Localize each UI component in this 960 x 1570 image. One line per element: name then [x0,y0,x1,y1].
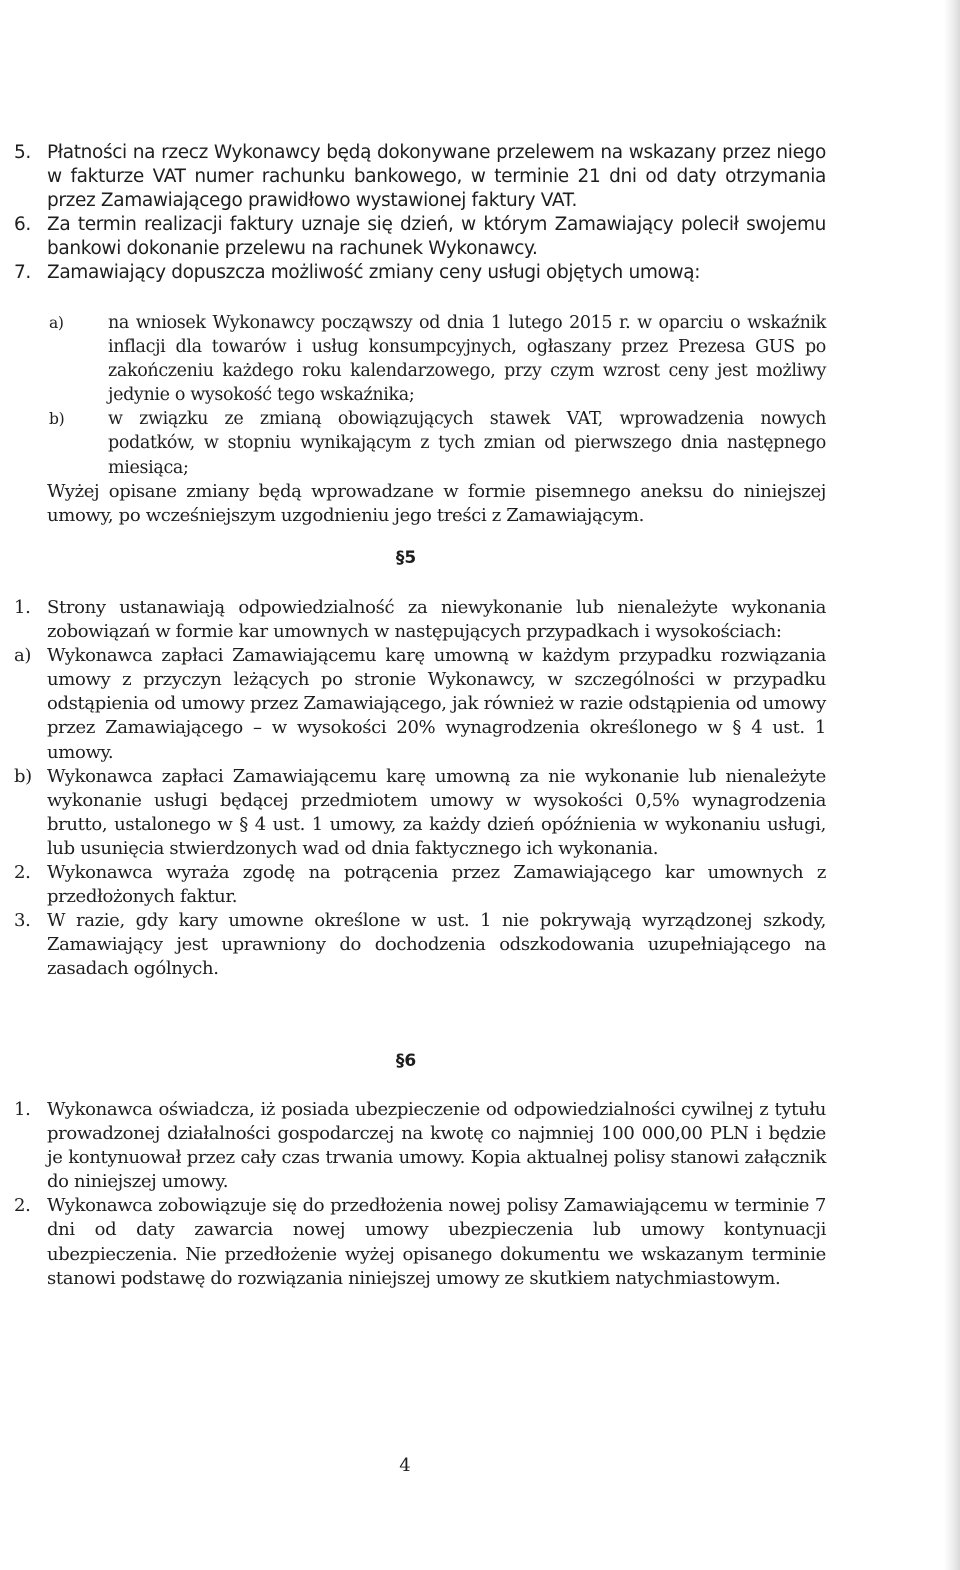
paragraph-5 [14,141,826,213]
paragraph-number: 1. [14,1099,31,1120]
paragraph-text: W razie, gdy kary umowne określone w ust. 1 nie pokrywają wyrządzonej szkody, Zamawiający jest uprawniony do dochodzenia odszkodowania uzupełniającego na zasadach ogólnych. [47,910,826,980]
paragraph-number: 7. [14,261,31,283]
paragraph-text: Wykonawca oświadcza, iż posiada ubezpieczenie od odpowiedzialności cywilnej z tytułu prowadzonej działalności gospodarczej na kwotę co najmniej 100 000,00 PLN i będzie je kontynuował przez cały czas trwania umowy. Kopia aktualnej polisy stanowi załącznik do niniejszej umowy. [47,1099,826,1193]
paragraph-2 [14,861,826,909]
page-edge-shadow [944,0,960,1570]
paragraph-1 [14,1098,826,1194]
paragraph-number: 2. [14,1195,31,1217]
subitem-label: b) [49,410,65,429]
page-number: 4 [399,1455,411,1476]
paragraph-text: Za termin realizacji faktury uznaje się dzień, w którym Zamawiający polecił swojemu bankowi dokonanie przelewu na rachunek Wykonawcy. [47,213,826,259]
item-a [14,644,826,764]
paragraph-text: Zamawiający dopuszcza możliwość zmiany ceny usługi objętych umową: [47,261,701,283]
paragraph-number: 1. [14,597,31,618]
paragraph-number: 2. [14,862,31,884]
item-label: b) [14,765,32,787]
subitem-text: na wniosek Wykonawcy począwszy od dnia 1 lutego 2015 r. w oparciu o wskaźnik inflacji dla towarów i usług konsumpcyjnych, ogłaszany przez Prezesa GUS po zakończeniu każdego roku kalendarzowego, przy czym wzrost ceny jest możliwy jedynie o wysokość tego wskaźnika; [108,313,826,406]
paragraph-6 [14,213,826,261]
paragraph-text: Strony ustanawiają odpowiedzialność za niewykonanie lub nienależyte wykonania zobowiązań w formie kar umownych w następujących przypadkach i wysokościach: [47,597,826,643]
section-4-continuation [14,141,826,284]
section-4-subitems [14,311,826,528]
paragraph-2 [14,1194,826,1290]
paragraph-text: Płatności na rzecz Wykonawcy będą dokonywane przelewem na wskazany przez niego w fakturze VAT numer rachunku bankowego, w terminie 21 dni od daty otrzymania przez Zamawiającego prawidłowo wystawionej faktury VAT. [47,142,826,211]
item-label: a) [14,645,32,667]
item-b [14,765,826,861]
item-text: Wykonawca zapłaci Zamawiającemu karę umowną za nie wykonanie lub nienależyte wykonanie usługi będącej przedmiotem umowy w wysokości 0,5% wynagrodzenia brutto, ustalonego w § 4 ust. 1 umowy, za każdy dzień opóźnienia w wykonaniu usługi, lub usunięcia stwierdzonych wad od dnia faktycznego ich wykonania. [47,765,826,859]
subitem-label: a) [49,314,64,332]
subitem-text: w związku ze zmianą obowiązujących stawek VAT, wprowadzenia nowych podatków, w stopniu wynikającym z tych zmian od pierwszego dnia następnego miesiąca; [108,409,826,478]
paragraph-number: 5. [14,142,31,163]
paragraph-number: 3. [14,910,31,932]
paragraph-1 [14,596,826,644]
paragraph-text: Wykonawca zobowiązuje się do przedłożenia nowej polisy Zamawiającemu w terminie 7 dni od daty zawarcia nowej umowy ubezpieczenia lub umowy kontynuacji ubezpieczenia. Nie przedłożenie wyżej opisanego dokumentu we wskazanym terminie stanowi podstawę do rozwiązania niniejszej umowy ze skutkiem natychmiastowym. [47,1195,826,1289]
paragraph-7 [14,261,826,285]
section-5-body [14,596,826,982]
section-6-body [14,1098,826,1291]
section-5-heading: §5 [395,548,417,568]
paragraph-text: Wykonawca wyraża zgodę na potrącenia przez Zamawiającego kar umownych z przedłożonych faktur. [47,862,826,908]
paragraph-number: 6. [14,213,31,235]
closing-paragraph: Wyżej opisane zmiany będą wprowadzane w formie pisemnego aneksu do niniejszej umowy, po wcześniejszym uzgodnieniu jego treści z Zamawiającym. [47,480,826,526]
item-text: Wykonawca zapłaci Zamawiającemu karę umowną w każdym przypadku rozwiązania umowy z przyczyn leżących po stronie Wykonawcy, w szczególności w przypadku odstąpienia od umowy przez Zamawiającego, jak również w razie odstąpienia od umowy przez Zamawiającego – w wysokości 20% wynagrodzenia określonego w § 4 ust. 1 umowy. [47,645,826,763]
section-6-heading: §6 [395,1051,417,1071]
subitem-a [47,311,826,407]
subitem-b [47,407,826,479]
paragraph-3 [14,909,826,981]
